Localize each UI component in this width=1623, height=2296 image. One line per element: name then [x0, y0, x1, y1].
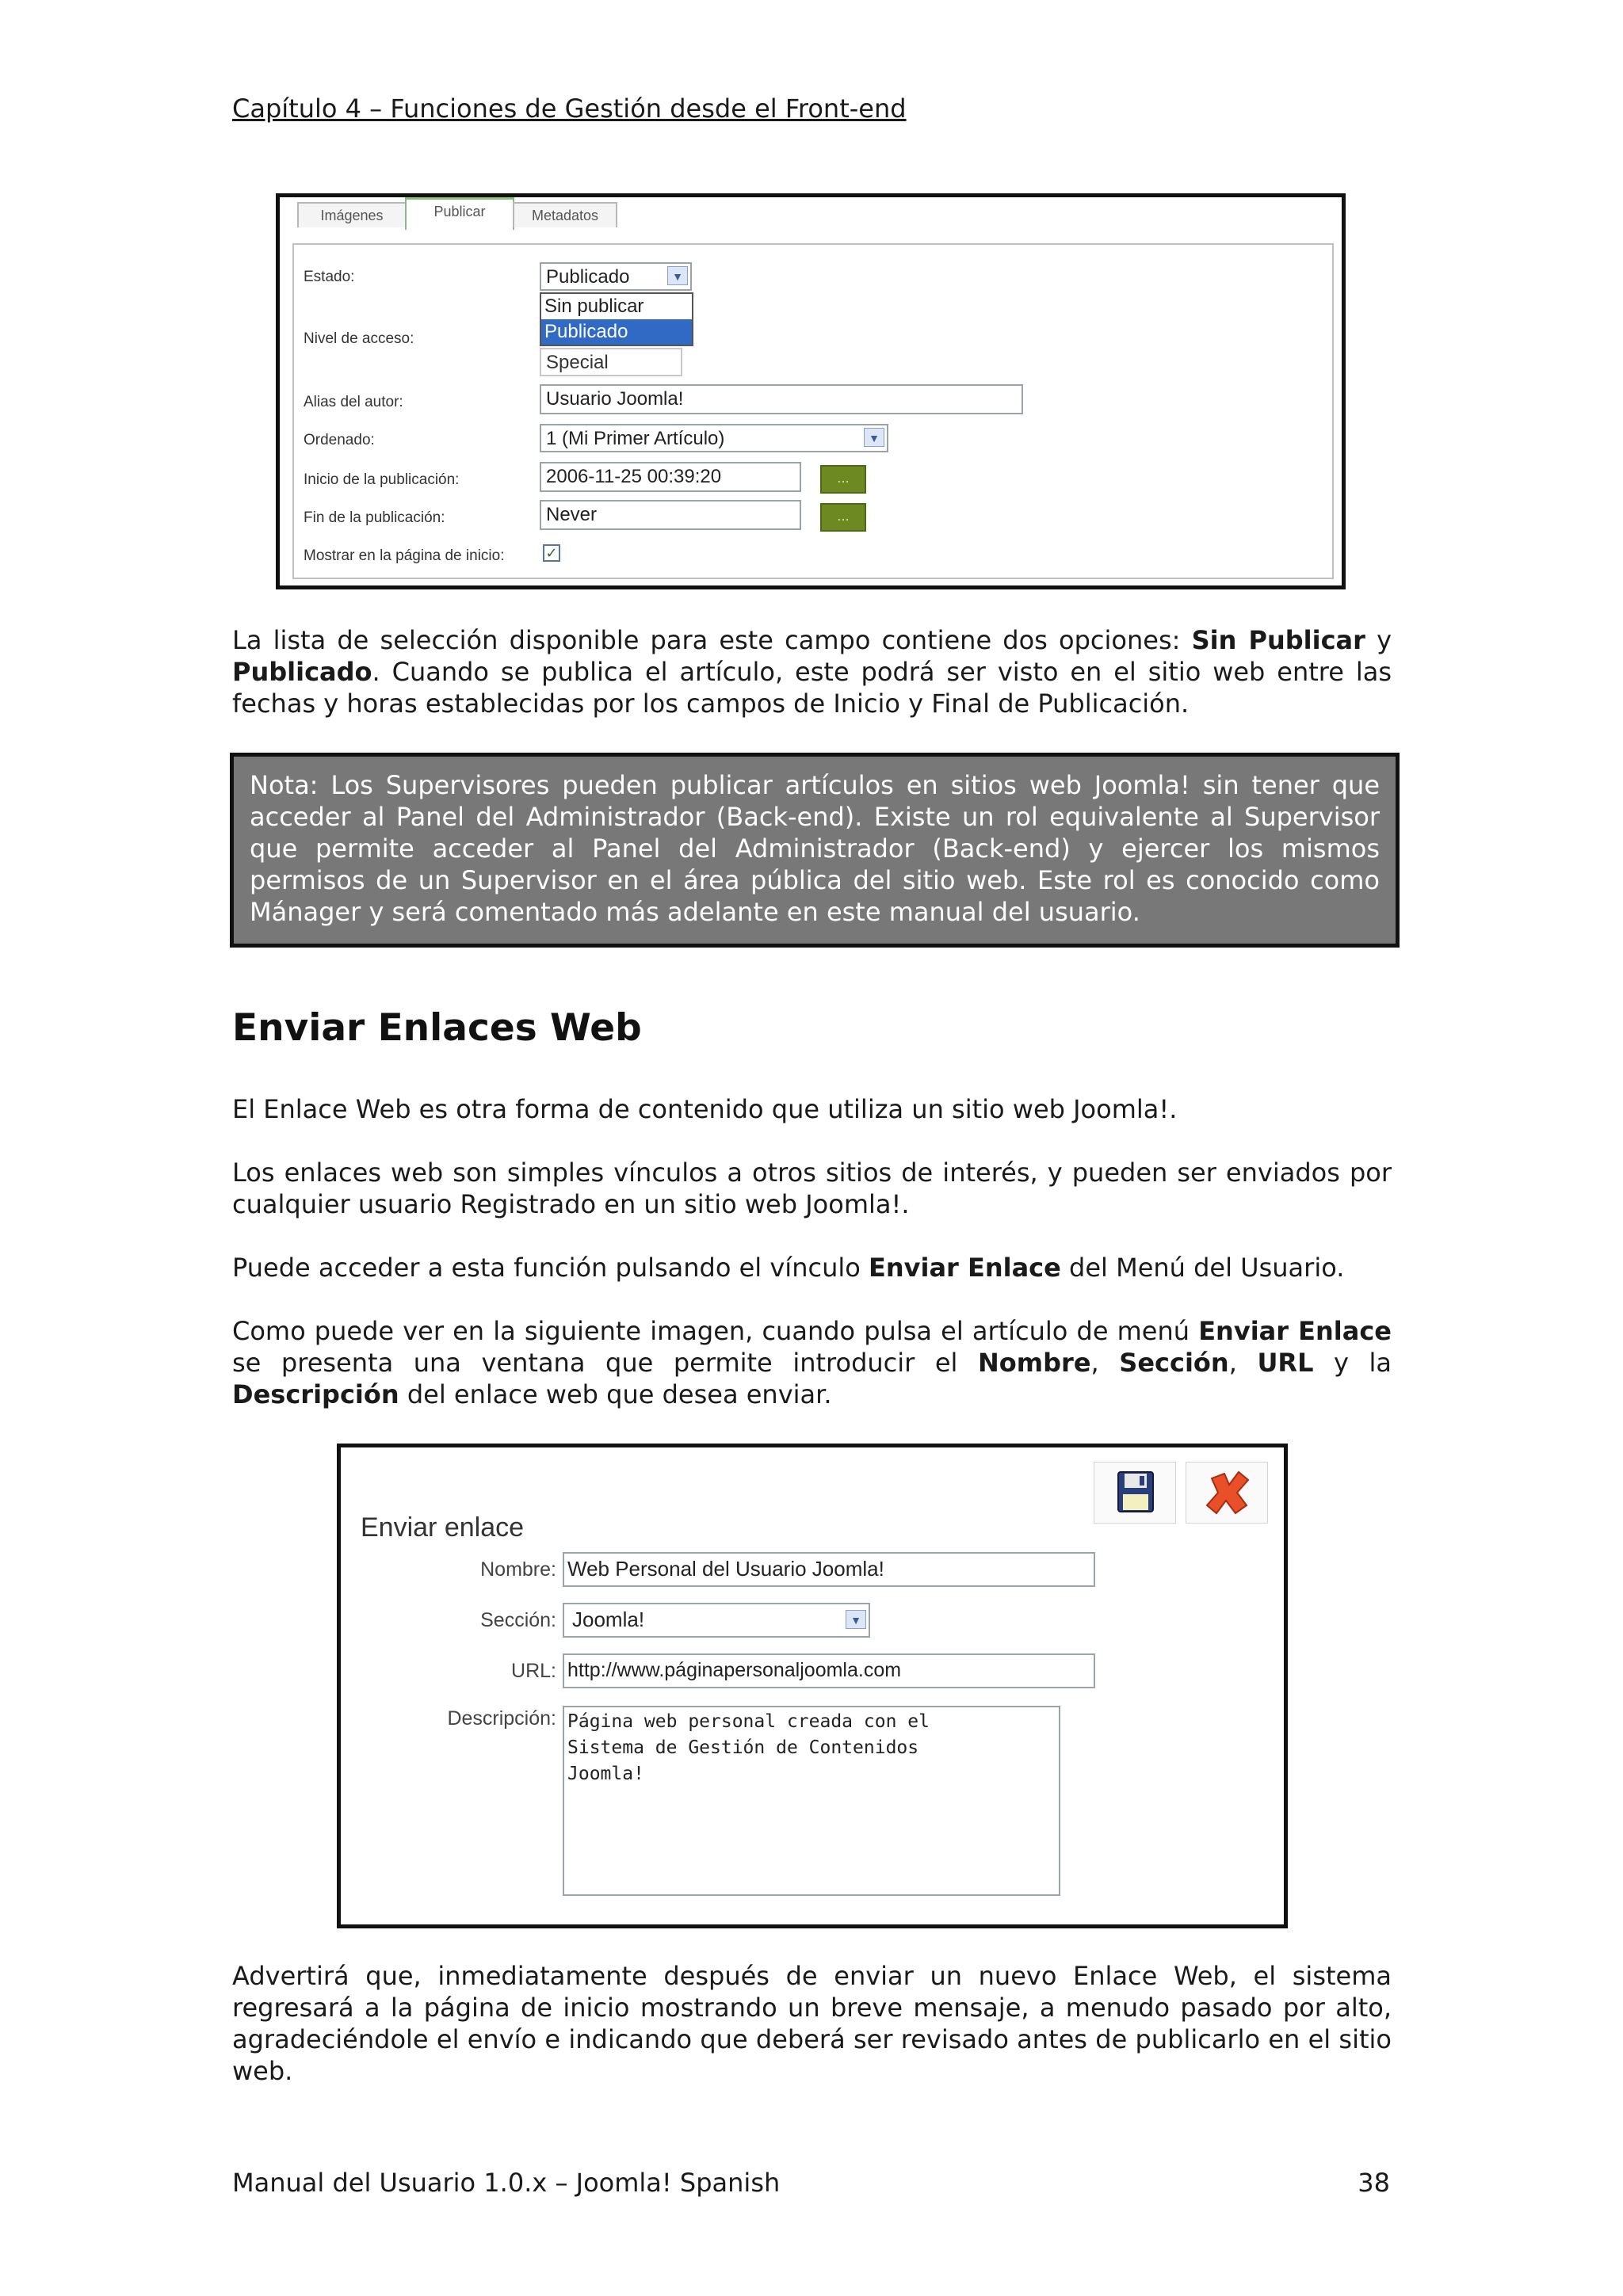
paragraph-access	[232, 1252, 1392, 1283]
alias-label: Alias del autor:	[304, 394, 403, 410]
text-span: del enlace web que desea enviar.	[399, 1379, 832, 1409]
estado-option-sin-publicar[interactable]: Sin publicar	[544, 296, 644, 317]
estado-select[interactable]	[540, 262, 692, 291]
submit-link-screenshot	[337, 1444, 1288, 1928]
fin-label: Fin de la publicación:	[304, 509, 445, 526]
descripcion-textarea[interactable]: Página web personal creada con el Sistema de Gestión de Contenidos Joomla!	[563, 1706, 1060, 1896]
footer-title: Manual del Usuario 1.0.x – Joomla! Spanish	[232, 2168, 781, 2198]
bold-term: Sección	[1119, 1348, 1229, 1378]
estado-dropdown-list[interactable]	[540, 292, 693, 346]
paragraph-links	[232, 1157, 1392, 1220]
descripcion-label: Descripción:	[447, 1707, 556, 1730]
text-span: ,	[1228, 1348, 1258, 1378]
alias-input[interactable]: Usuario Joomla!	[540, 384, 1023, 414]
bold-term: Sin Publicar	[1191, 625, 1365, 655]
bold-term: Publicado	[232, 657, 372, 687]
note-box	[230, 753, 1400, 948]
nivel-label: Nivel de acceso:	[304, 330, 414, 347]
section-heading: Enviar Enlaces Web	[232, 1006, 642, 1050]
inicio-label: Inicio de la publicación:	[304, 471, 460, 488]
form-title: Enviar enlace	[361, 1512, 525, 1543]
fin-input[interactable]: Never	[540, 500, 801, 530]
text-span: La lista de selección disponible para este campo contiene dos opciones:	[232, 625, 1192, 655]
inicio-input[interactable]: 2006-11-25 00:39:20	[540, 462, 801, 492]
text-span: y	[1365, 625, 1392, 655]
bold-term: Descripción	[232, 1379, 399, 1409]
mostrar-checkbox[interactable]: ✓	[543, 544, 560, 562]
url-label: URL:	[511, 1660, 556, 1682]
fin-calendar-button[interactable]: ...	[820, 503, 866, 532]
paragraph-form-intro	[232, 1315, 1392, 1410]
note-text: Nota: Los Supervisores pueden publicar artículos en sitios web Joomla! sin tener que acceder al Panel del Administrador (Back-end). Existe un rol equivalente al Supervisor que permite acceder al Panel del Administrador (Back-end) y ejercer los mismos permisos de un Supervisor en el área pública del sitio web. Este rol es conocido como Mánager y será comentado más adelante en este manual del usuario.	[250, 770, 1380, 927]
estado-label: Estado:	[304, 269, 355, 285]
nivel-select[interactable]	[540, 348, 682, 376]
paragraph-text: Advertirá que, inmediatamente después de enviar un nuevo Enlace Web, el sistema regresará a la página de inicio mostrando un breve mensaje, a menudo pasado por alto, agradeciéndole el envío e indicando que deberá ser revisado antes de publicarlo en el sitio web.	[232, 1961, 1392, 2086]
cancel-button[interactable]	[1186, 1462, 1268, 1524]
estado-select-value: Publicado	[546, 266, 630, 288]
paragraph-intro	[232, 1093, 1392, 1125]
text-span: Como puede ver en la siguiente imagen, cuando pulsa el artículo de menú	[232, 1316, 1199, 1346]
url-input[interactable]: http://www.páginapersonaljoomla.com	[563, 1653, 1095, 1688]
paragraph-text: Los enlaces web son simples vínculos a otros sitios de interés, y pueden ser enviados por cualquier usuario Registrado en un sitio web Joomla!.	[232, 1158, 1392, 1219]
text-span: Puede acceder a esta función pulsando el vínculo	[232, 1253, 869, 1283]
ordenado-select-value: 1 (Mi Primer Artículo)	[546, 428, 725, 449]
publish-settings-screenshot	[276, 193, 1346, 589]
chevron-down-icon: ▼	[846, 1610, 866, 1629]
text-span: ,	[1090, 1348, 1120, 1378]
ordenado-label: Ordenado:	[304, 432, 375, 448]
nombre-input[interactable]: Web Personal del Usuario Joomla!	[563, 1552, 1095, 1587]
save-icon	[1094, 1463, 1177, 1524]
seccion-select[interactable]	[563, 1603, 870, 1638]
tab-metadatos[interactable]: Metadatos	[513, 202, 617, 227]
mostrar-label: Mostrar en la página de inicio:	[304, 547, 505, 564]
seccion-label: Sección:	[480, 1609, 556, 1631]
inicio-calendar-button[interactable]: ...	[820, 465, 866, 494]
bold-term: Nombre	[978, 1348, 1091, 1378]
cancel-icon	[1186, 1463, 1269, 1524]
paragraph-after-submit	[232, 1960, 1392, 2087]
page-number: 38	[1358, 2168, 1390, 2198]
text-span: . Cuando se publica el artículo, este podrá ser visto en el sitio web entre las fechas y horas establecidas por los campos de Inicio y Final de Publicación.	[232, 657, 1392, 719]
chevron-down-icon: ▼	[864, 428, 884, 447]
ordenado-select[interactable]	[540, 424, 888, 452]
text-span: y la	[1313, 1348, 1392, 1378]
publish-panel	[292, 243, 1334, 579]
tab-publicar[interactable]: Publicar	[405, 197, 514, 230]
bold-term: Enviar Enlace	[1198, 1316, 1392, 1346]
estado-option-publicado[interactable]: Publicado	[541, 319, 692, 345]
tab-imagenes[interactable]: Imágenes	[297, 202, 407, 227]
bold-term: Enviar Enlace	[868, 1253, 1061, 1283]
text-span: se presenta una ventana que permite introducir el	[232, 1348, 979, 1378]
chevron-down-icon: ▼	[667, 266, 688, 285]
paragraph-text: El Enlace Web es otra forma de contenido que utiliza un sitio web Joomla!.	[232, 1094, 1178, 1124]
save-button[interactable]	[1094, 1462, 1176, 1524]
nivel-select-value: Special	[546, 352, 609, 373]
bold-term: URL	[1257, 1348, 1314, 1378]
text-span: del Menú del Usuario.	[1060, 1253, 1345, 1283]
page-header: Capítulo 4 – Funciones de Gestión desde el Front-end	[232, 93, 907, 124]
seccion-select-value: Joomla!	[572, 1608, 645, 1631]
paragraph-publish-options	[232, 624, 1392, 719]
nombre-label: Nombre:	[480, 1558, 556, 1581]
